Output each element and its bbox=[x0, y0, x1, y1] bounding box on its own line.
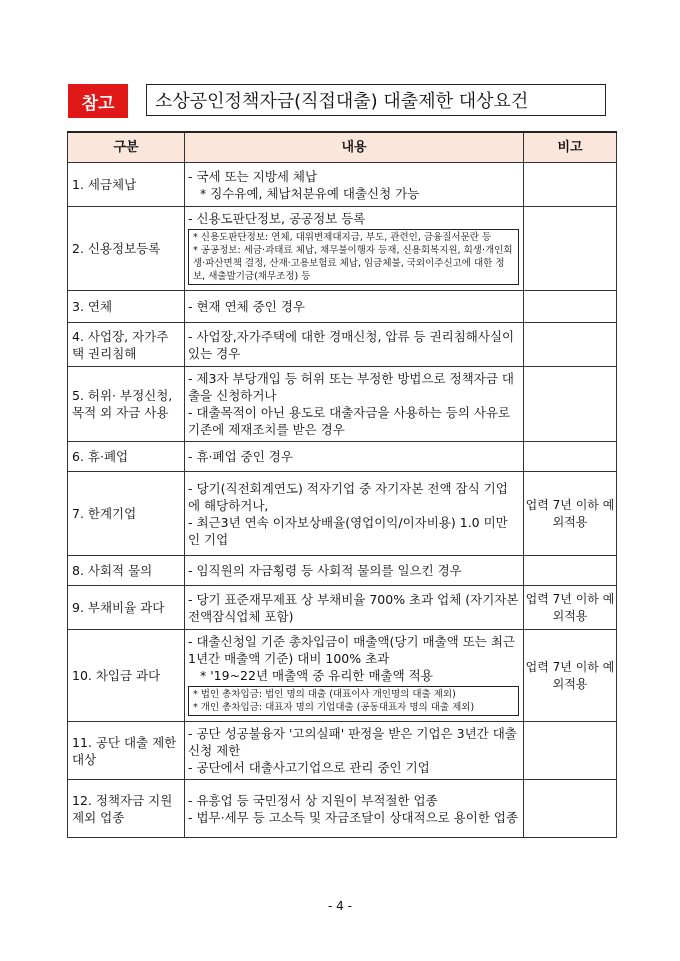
table-row bbox=[68, 291, 617, 323]
section-title: 소상공인정책자금(직접대출) 대출제한 대상요건 bbox=[146, 84, 606, 116]
content-line: - 국세 또는 지방세 체납 bbox=[188, 168, 318, 184]
row-content bbox=[185, 586, 524, 630]
table-row bbox=[68, 323, 617, 367]
content-line: - 대출신청일 기준 총차입금이 매출액(당기 매출액 또는 최근 1년간 매출액 기준) 대비 100% 초과 bbox=[188, 634, 516, 666]
row-category: 12. 정책자금 지원 제외 업종 bbox=[68, 780, 185, 838]
row-note bbox=[524, 291, 617, 323]
content-line: * '19~22년 매출액 중 유리한 매출액 적용 bbox=[200, 668, 433, 683]
row-note: 업력 7년 이하 예외적용 bbox=[524, 472, 617, 556]
row-content bbox=[185, 722, 524, 780]
table-row bbox=[68, 556, 617, 586]
row-category: 4. 사업장, 자가주택 권리침해 bbox=[68, 323, 185, 367]
row-content bbox=[185, 291, 524, 323]
content-line: - 임직원의 자금횡령 등 사회적 물의를 일으킨 경우 bbox=[188, 563, 462, 578]
row-category: 1. 세금체납 bbox=[68, 163, 185, 207]
content-line: - 대출목적이 아닌 용도로 대출자금을 사용하는 등의 사유로 기존에 제재조치를 받은 경우 bbox=[188, 405, 511, 437]
row-note bbox=[524, 442, 617, 472]
row-note bbox=[524, 207, 617, 291]
row-note bbox=[524, 556, 617, 586]
row-note bbox=[524, 367, 617, 442]
table-row bbox=[68, 367, 617, 442]
content-line: - 휴·폐업 중인 경우 bbox=[188, 449, 293, 464]
row-content bbox=[185, 472, 524, 556]
table-row bbox=[68, 780, 617, 838]
footnote-line: * 공공정보: 세금·과태료 체납, 채무불이행자 등재, 신용회복지원, 회생·개인회생·파산면책 결정, 산재·고용보험료 체납, 임금체불, 국외이주신고에 대한 정보, 새출발기금(채무조정) 등 bbox=[193, 245, 513, 282]
row-note bbox=[524, 163, 617, 207]
table-row bbox=[68, 722, 617, 780]
footnote-line: * 개인 총차입금: 대표자 명의 기업대출 (공동대표자 명의 대출 제외) bbox=[193, 702, 475, 713]
row-category: 10. 차입금 과다 bbox=[68, 630, 185, 722]
row-category: 9. 부채비율 과다 bbox=[68, 586, 185, 630]
content-line: - 당기 표준재무제표 상 부채비율 700% 초과 업체 (자기자본 전액잠식업체 포함) bbox=[188, 591, 519, 624]
row-content bbox=[185, 556, 524, 586]
restriction-table bbox=[67, 131, 617, 838]
table-row bbox=[68, 163, 617, 207]
table-row bbox=[68, 442, 617, 472]
header-content: 내용 bbox=[185, 132, 524, 163]
row-note bbox=[524, 323, 617, 367]
content-line: - 제3자 부당개입 등 허위 또는 부정한 방법으로 정책자금 대출을 신청하거나 bbox=[188, 371, 514, 403]
row-note bbox=[524, 780, 617, 838]
header-category: 구분 bbox=[68, 132, 185, 163]
row-category: 5. 허위· 부정신청, 목적 외 자금 사용 bbox=[68, 367, 185, 442]
content-line: - 공단에서 대출사고기업으로 관리 중인 기업 bbox=[188, 760, 430, 775]
table-row bbox=[68, 472, 617, 556]
row-category: 6. 휴·폐업 bbox=[68, 442, 185, 472]
row-category: 3. 연체 bbox=[68, 291, 185, 323]
row-content bbox=[185, 630, 524, 722]
footnote-box bbox=[188, 229, 519, 285]
table-row bbox=[68, 630, 617, 722]
section-header bbox=[68, 84, 608, 118]
row-content bbox=[185, 207, 524, 291]
row-category: 8. 사회적 물의 bbox=[68, 556, 185, 586]
content-line: * 징수유예, 체납처분유예 대출신청 가능 bbox=[200, 185, 420, 201]
content-line: - 법무·세무 등 고소득 및 자금조달이 상대적으로 용이한 업종 bbox=[188, 809, 519, 825]
content-line: - 현재 연체 중인 경우 bbox=[188, 299, 306, 314]
content-line: - 사업장,자가주택에 대한 경매신청, 압류 등 권리침해사실이 있는 경우 bbox=[188, 328, 515, 361]
table-row bbox=[68, 207, 617, 291]
row-content bbox=[185, 442, 524, 472]
page-number: - 4 - bbox=[328, 899, 352, 913]
row-category: 7. 한계기업 bbox=[68, 472, 185, 556]
header-note: 비고 bbox=[524, 132, 617, 163]
reference-tag: 참고 bbox=[68, 84, 128, 118]
row-note: 업력 7년 이하 예외적용 bbox=[524, 630, 617, 722]
content-line: - 유흥업 등 국민정서 상 지원이 부적절한 업종 bbox=[188, 792, 438, 808]
row-content bbox=[185, 323, 524, 367]
row-note bbox=[524, 722, 617, 780]
row-note: 업력 7년 이하 예외적용 bbox=[524, 586, 617, 630]
row-content bbox=[185, 163, 524, 207]
content-line: - 당기(직전회계연도) 적자기업 중 자기자본 전액 잠식 기업에 해당하거나, bbox=[188, 480, 508, 513]
row-category: 11. 공단 대출 제한대상 bbox=[68, 722, 185, 780]
content-line: - 최근3년 연속 이자보상배율(영업이익/이자비용) 1.0 미만인 기업 bbox=[188, 514, 508, 547]
row-content bbox=[185, 367, 524, 442]
table-row bbox=[68, 586, 617, 630]
row-category: 2. 신용정보등록 bbox=[68, 207, 185, 291]
content-line: - 공단 성공불융자 '고의실패' 판정을 받은 기업은 3년간 대출신청 제한 bbox=[188, 726, 517, 758]
row-content bbox=[185, 780, 524, 838]
footnote-box bbox=[188, 686, 519, 716]
footnote-line: * 법인 총차입금: 법인 명의 대출 (대표이사 개인명의 대출 제외) bbox=[193, 689, 456, 700]
content-line: - 신용도판단정보, 공공정보 등록 bbox=[188, 211, 366, 226]
footnote-line: * 신용도판단정보: 연체, 대위변제대지급, 부도, 관련인, 금융질서문란 등 bbox=[193, 232, 492, 243]
